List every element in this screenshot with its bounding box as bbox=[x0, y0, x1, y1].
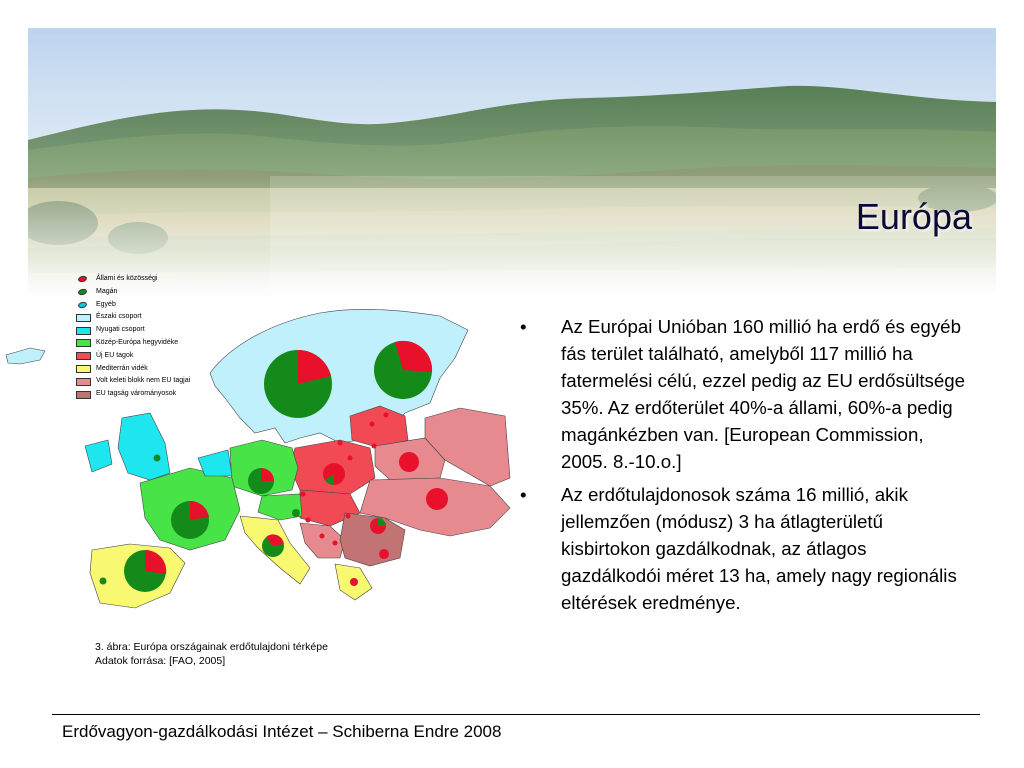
caption-line: 3. ábra: Európa országainak erdőtulajdoni térképe bbox=[95, 641, 328, 653]
footer-text: Erdővagyon-gazdálkodási Intézet – Schiberna Endre 2008 bbox=[62, 722, 502, 741]
pie-sweden bbox=[264, 350, 332, 418]
ireland-region bbox=[85, 440, 112, 472]
legend-item bbox=[76, 375, 190, 388]
legend-item bbox=[76, 350, 190, 363]
pie-france bbox=[171, 501, 209, 539]
legend-item bbox=[76, 363, 190, 376]
footer-divider bbox=[52, 714, 980, 715]
legend-swatch bbox=[77, 301, 87, 309]
figure-caption bbox=[95, 641, 328, 668]
legend-label: Nyugati csoport bbox=[96, 326, 145, 334]
legend-item bbox=[76, 286, 190, 299]
bullet-item bbox=[518, 313, 968, 475]
legend-item bbox=[76, 273, 190, 286]
legend-label: EU tagság várományosok bbox=[96, 390, 177, 398]
legend-label: Állami és közösségi bbox=[96, 275, 158, 282]
pie-finland bbox=[374, 341, 432, 399]
legend-item bbox=[76, 388, 190, 401]
state-circle-ukraine bbox=[426, 488, 448, 510]
legend-label: Mediterrán vidék bbox=[96, 364, 148, 372]
legend-swatch bbox=[76, 352, 91, 360]
bullet-marker: • bbox=[520, 316, 527, 337]
pie-poland bbox=[323, 463, 345, 485]
caption-source: Adatok forrása: [FAO, 2005] bbox=[95, 654, 226, 667]
legend-item bbox=[76, 337, 190, 350]
bullet-text: Az Európai Unióban 160 millió ha erdő és egyéb fás terület található, amelyből 117 millió ha fatermelési célú, ezzel pedig az EU erdősültsége 35%. Az erdőterület 40%-a állami, 60%-a pedig magánkézben van. [European Commission, 2005. 8.-10.o.] bbox=[561, 316, 966, 472]
bullet-marker: • bbox=[520, 484, 527, 505]
legend-swatch bbox=[76, 365, 91, 373]
uk-region bbox=[118, 413, 170, 480]
bullet-text: Az erdőtulajdonosok száma 16 millió, akik jellemzően (módusz) 3 ha átlagterületű kisbirtokon gazdálkodnak, az átlagos gazdálkodói méret 13 ha, amely nagy regionális eltérések eredménye. bbox=[561, 484, 957, 613]
legend-swatch bbox=[76, 391, 91, 399]
legend-swatch bbox=[76, 327, 91, 335]
bullet-list bbox=[518, 313, 968, 622]
balkans-region bbox=[300, 523, 345, 558]
legend-label: Közép-Európa hegyvidéke bbox=[96, 338, 179, 346]
iceland-region bbox=[6, 348, 45, 364]
legend-label: Egyéb bbox=[96, 300, 116, 308]
legend-swatch bbox=[76, 339, 91, 347]
legend-item bbox=[76, 299, 190, 312]
legend-swatch bbox=[76, 378, 91, 386]
legend-item bbox=[76, 311, 190, 324]
pie-romania bbox=[370, 518, 386, 534]
legend-swatch bbox=[76, 314, 91, 322]
map-legend bbox=[76, 273, 190, 401]
landscape-banner-image bbox=[28, 28, 996, 298]
pie-spain bbox=[124, 550, 166, 592]
slide-title: Európa bbox=[855, 196, 972, 237]
legend-label: Magán bbox=[96, 287, 118, 295]
bullet-item bbox=[518, 481, 968, 616]
state-circle-russia-north bbox=[399, 452, 419, 472]
state-circle-bulgaria bbox=[379, 549, 389, 559]
pie-germany bbox=[248, 468, 274, 494]
legend-swatch bbox=[77, 275, 87, 283]
legend-label: Északi csoport bbox=[96, 313, 142, 321]
legend-label: Új EU tagok bbox=[96, 351, 134, 359]
legend-swatch bbox=[77, 288, 87, 296]
legend-label: Volt keleti blokk nem EU tagjai bbox=[96, 377, 191, 385]
legend-item bbox=[76, 324, 190, 337]
